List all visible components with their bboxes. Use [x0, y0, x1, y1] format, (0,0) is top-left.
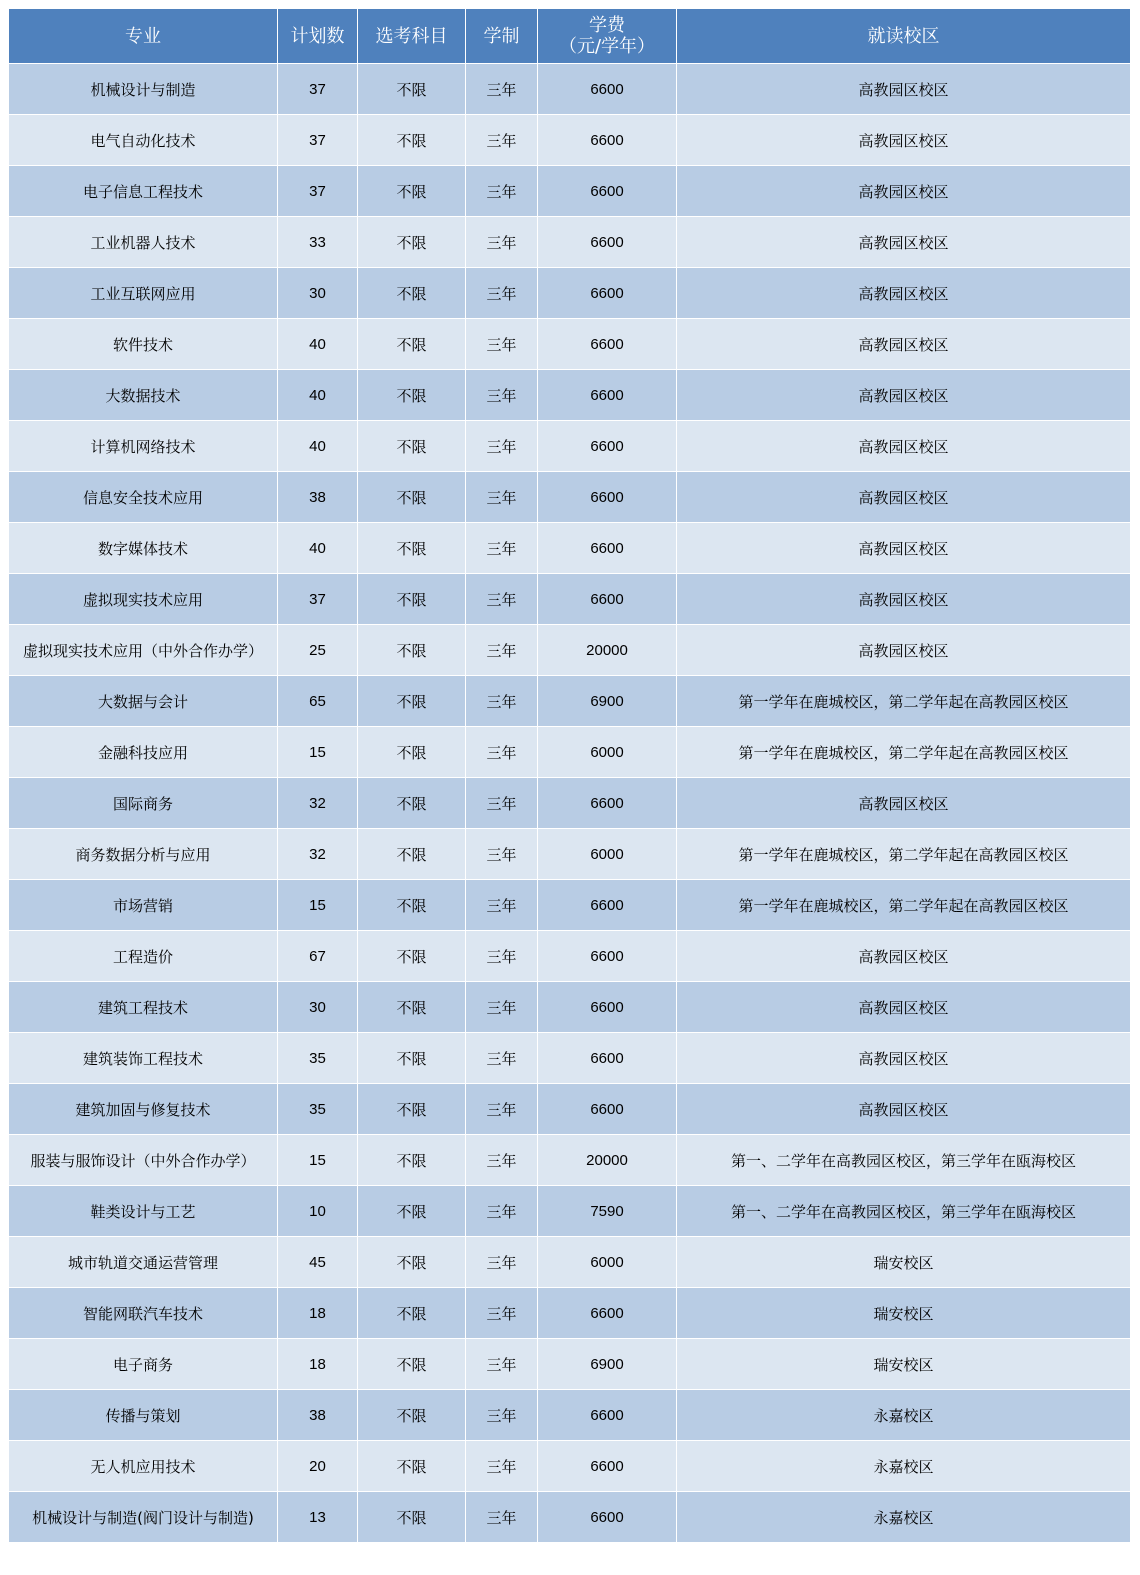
cell-campus: 高教园区校区 [677, 523, 1131, 574]
cell-duration: 三年 [466, 1033, 538, 1084]
cell-plan-count: 37 [278, 166, 358, 217]
cell-major: 金融科技应用 [9, 727, 278, 778]
header-tuition-line2: （元/学年） [558, 36, 656, 57]
cell-duration: 三年 [466, 319, 538, 370]
cell-duration: 三年 [466, 676, 538, 727]
cell-tuition: 6000 [538, 727, 677, 778]
cell-elective-subjects: 不限 [358, 115, 466, 166]
cell-duration: 三年 [466, 982, 538, 1033]
cell-plan-count: 35 [278, 1084, 358, 1135]
cell-plan-count: 13 [278, 1492, 358, 1543]
cell-tuition: 6600 [538, 421, 677, 472]
cell-major: 大数据与会计 [9, 676, 278, 727]
cell-campus: 高教园区校区 [677, 1084, 1131, 1135]
cell-plan-count: 38 [278, 472, 358, 523]
table-row [9, 1186, 1131, 1237]
cell-duration: 三年 [466, 778, 538, 829]
table-row [9, 217, 1131, 268]
cell-major: 计算机网络技术 [9, 421, 278, 472]
cell-duration: 三年 [466, 1237, 538, 1288]
table-row [9, 829, 1131, 880]
cell-tuition: 20000 [538, 1135, 677, 1186]
header-campus: 就读校区 [677, 9, 1131, 64]
table-row [9, 880, 1131, 931]
header-elective-subjects: 选考科目 [358, 9, 466, 64]
cell-major: 城市轨道交通运营管理 [9, 1237, 278, 1288]
cell-duration: 三年 [466, 931, 538, 982]
header-duration: 学制 [466, 9, 538, 64]
table-row [9, 370, 1131, 421]
table-row [9, 574, 1131, 625]
cell-duration: 三年 [466, 268, 538, 319]
cell-duration: 三年 [466, 829, 538, 880]
cell-duration: 三年 [466, 1339, 538, 1390]
cell-elective-subjects: 不限 [358, 1390, 466, 1441]
cell-elective-subjects: 不限 [358, 472, 466, 523]
table-header [9, 9, 1131, 64]
cell-campus: 高教园区校区 [677, 166, 1131, 217]
cell-plan-count: 18 [278, 1288, 358, 1339]
cell-campus: 高教园区校区 [677, 319, 1131, 370]
cell-tuition: 6600 [538, 1288, 677, 1339]
cell-duration: 三年 [466, 574, 538, 625]
table-row [9, 676, 1131, 727]
cell-major: 工业互联网应用 [9, 268, 278, 319]
cell-campus: 高教园区校区 [677, 472, 1131, 523]
cell-elective-subjects: 不限 [358, 1033, 466, 1084]
enrollment-plan-table-container [8, 8, 1130, 1543]
cell-tuition: 20000 [538, 625, 677, 676]
cell-tuition: 6900 [538, 1339, 677, 1390]
table-row [9, 1288, 1131, 1339]
cell-major: 信息安全技术应用 [9, 472, 278, 523]
cell-campus: 高教园区校区 [677, 1033, 1131, 1084]
cell-plan-count: 45 [278, 1237, 358, 1288]
cell-tuition: 6600 [538, 115, 677, 166]
cell-elective-subjects: 不限 [358, 727, 466, 778]
header-tuition [538, 9, 677, 64]
table-row [9, 1084, 1131, 1135]
cell-elective-subjects: 不限 [358, 880, 466, 931]
table-row [9, 625, 1131, 676]
cell-duration: 三年 [466, 1441, 538, 1492]
table-row [9, 268, 1131, 319]
table-row [9, 319, 1131, 370]
cell-tuition: 6600 [538, 319, 677, 370]
cell-plan-count: 67 [278, 931, 358, 982]
cell-campus: 第一学年在鹿城校区，第二学年起在高教园区校区 [677, 676, 1131, 727]
cell-elective-subjects: 不限 [358, 1339, 466, 1390]
cell-major: 市场营销 [9, 880, 278, 931]
cell-elective-subjects: 不限 [358, 1186, 466, 1237]
cell-elective-subjects: 不限 [358, 829, 466, 880]
cell-duration: 三年 [466, 1492, 538, 1543]
table-row [9, 1339, 1131, 1390]
cell-elective-subjects: 不限 [358, 1237, 466, 1288]
cell-elective-subjects: 不限 [358, 574, 466, 625]
cell-duration: 三年 [466, 64, 538, 115]
cell-tuition: 6600 [538, 1492, 677, 1543]
cell-elective-subjects: 不限 [358, 1492, 466, 1543]
table-row [9, 1492, 1131, 1543]
cell-tuition: 6600 [538, 574, 677, 625]
cell-major: 国际商务 [9, 778, 278, 829]
table-row [9, 982, 1131, 1033]
cell-campus: 瑞安校区 [677, 1288, 1131, 1339]
cell-elective-subjects: 不限 [358, 268, 466, 319]
table-row [9, 421, 1131, 472]
cell-major: 机械设计与制造(阀门设计与制造) [9, 1492, 278, 1543]
cell-plan-count: 40 [278, 523, 358, 574]
cell-tuition: 6600 [538, 982, 677, 1033]
cell-campus: 高教园区校区 [677, 778, 1131, 829]
cell-tuition: 6600 [538, 931, 677, 982]
cell-campus: 第一学年在鹿城校区，第二学年起在高教园区校区 [677, 880, 1131, 931]
table-body [9, 64, 1131, 1543]
cell-plan-count: 18 [278, 1339, 358, 1390]
cell-tuition: 6000 [538, 829, 677, 880]
cell-plan-count: 15 [278, 880, 358, 931]
cell-major: 建筑加固与修复技术 [9, 1084, 278, 1135]
cell-tuition: 6600 [538, 1441, 677, 1492]
cell-major: 大数据技术 [9, 370, 278, 421]
cell-tuition: 6600 [538, 523, 677, 574]
cell-campus: 第一、二学年在高教园区校区，第三学年在瓯海校区 [677, 1135, 1131, 1186]
cell-elective-subjects: 不限 [358, 1084, 466, 1135]
header-row [9, 9, 1131, 64]
cell-plan-count: 32 [278, 829, 358, 880]
cell-elective-subjects: 不限 [358, 523, 466, 574]
cell-duration: 三年 [466, 421, 538, 472]
cell-elective-subjects: 不限 [358, 931, 466, 982]
cell-tuition: 6600 [538, 217, 677, 268]
cell-major: 智能网联汽车技术 [9, 1288, 278, 1339]
cell-major: 电气自动化技术 [9, 115, 278, 166]
cell-major: 虚拟现实技术应用 [9, 574, 278, 625]
cell-major: 工业机器人技术 [9, 217, 278, 268]
table-row [9, 778, 1131, 829]
cell-major: 无人机应用技术 [9, 1441, 278, 1492]
cell-major: 电子信息工程技术 [9, 166, 278, 217]
cell-tuition: 6600 [538, 1033, 677, 1084]
table-row [9, 1390, 1131, 1441]
header-major: 专业 [9, 9, 278, 64]
header-plan-count: 计划数 [278, 9, 358, 64]
cell-plan-count: 15 [278, 1135, 358, 1186]
cell-elective-subjects: 不限 [358, 217, 466, 268]
cell-elective-subjects: 不限 [358, 982, 466, 1033]
cell-tuition: 6600 [538, 472, 677, 523]
cell-plan-count: 40 [278, 319, 358, 370]
table-row [9, 523, 1131, 574]
cell-elective-subjects: 不限 [358, 1441, 466, 1492]
cell-duration: 三年 [466, 1084, 538, 1135]
cell-plan-count: 30 [278, 268, 358, 319]
table-row [9, 1441, 1131, 1492]
cell-duration: 三年 [466, 370, 538, 421]
cell-major: 电子商务 [9, 1339, 278, 1390]
cell-tuition: 6600 [538, 64, 677, 115]
cell-plan-count: 20 [278, 1441, 358, 1492]
enrollment-plan-table [8, 8, 1131, 1543]
cell-campus: 瑞安校区 [677, 1237, 1131, 1288]
table-row [9, 472, 1131, 523]
cell-plan-count: 37 [278, 574, 358, 625]
cell-duration: 三年 [466, 523, 538, 574]
cell-elective-subjects: 不限 [358, 319, 466, 370]
header-tuition-line1: 学费 [589, 15, 625, 36]
cell-campus: 第一、二学年在高教园区校区，第三学年在瓯海校区 [677, 1186, 1131, 1237]
cell-major: 数字媒体技术 [9, 523, 278, 574]
cell-plan-count: 30 [278, 982, 358, 1033]
cell-elective-subjects: 不限 [358, 64, 466, 115]
table-row [9, 166, 1131, 217]
cell-plan-count: 25 [278, 625, 358, 676]
cell-duration: 三年 [466, 625, 538, 676]
cell-campus: 高教园区校区 [677, 421, 1131, 472]
cell-plan-count: 40 [278, 421, 358, 472]
cell-campus: 高教园区校区 [677, 268, 1131, 319]
cell-campus: 高教园区校区 [677, 574, 1131, 625]
cell-elective-subjects: 不限 [358, 778, 466, 829]
table-row [9, 115, 1131, 166]
cell-tuition: 6600 [538, 370, 677, 421]
cell-duration: 三年 [466, 115, 538, 166]
cell-tuition: 7590 [538, 1186, 677, 1237]
cell-campus: 高教园区校区 [677, 64, 1131, 115]
cell-campus: 高教园区校区 [677, 370, 1131, 421]
table-row [9, 1033, 1131, 1084]
table-row [9, 931, 1131, 982]
table-row [9, 1237, 1131, 1288]
cell-plan-count: 37 [278, 64, 358, 115]
cell-tuition: 6600 [538, 166, 677, 217]
cell-tuition: 6600 [538, 1390, 677, 1441]
cell-plan-count: 10 [278, 1186, 358, 1237]
cell-campus: 永嘉校区 [677, 1441, 1131, 1492]
cell-duration: 三年 [466, 1135, 538, 1186]
cell-tuition: 6600 [538, 880, 677, 931]
cell-duration: 三年 [466, 1186, 538, 1237]
cell-campus: 第一学年在鹿城校区，第二学年起在高教园区校区 [677, 829, 1131, 880]
cell-plan-count: 33 [278, 217, 358, 268]
cell-tuition: 6600 [538, 778, 677, 829]
cell-plan-count: 40 [278, 370, 358, 421]
cell-tuition: 6000 [538, 1237, 677, 1288]
cell-major: 建筑工程技术 [9, 982, 278, 1033]
cell-campus: 高教园区校区 [677, 982, 1131, 1033]
cell-plan-count: 32 [278, 778, 358, 829]
cell-major: 虚拟现实技术应用（中外合作办学） [9, 625, 278, 676]
cell-plan-count: 15 [278, 727, 358, 778]
cell-elective-subjects: 不限 [358, 676, 466, 727]
cell-plan-count: 37 [278, 115, 358, 166]
cell-campus: 第一学年在鹿城校区，第二学年起在高教园区校区 [677, 727, 1131, 778]
cell-plan-count: 35 [278, 1033, 358, 1084]
cell-campus: 高教园区校区 [677, 931, 1131, 982]
cell-elective-subjects: 不限 [358, 625, 466, 676]
cell-campus: 永嘉校区 [677, 1492, 1131, 1543]
cell-major: 工程造价 [9, 931, 278, 982]
cell-duration: 三年 [466, 1390, 538, 1441]
cell-elective-subjects: 不限 [358, 370, 466, 421]
cell-elective-subjects: 不限 [358, 421, 466, 472]
cell-campus: 高教园区校区 [677, 625, 1131, 676]
cell-major: 传播与策划 [9, 1390, 278, 1441]
table-row [9, 1135, 1131, 1186]
cell-elective-subjects: 不限 [358, 1135, 466, 1186]
table-row [9, 64, 1131, 115]
cell-duration: 三年 [466, 727, 538, 778]
cell-plan-count: 65 [278, 676, 358, 727]
cell-major: 商务数据分析与应用 [9, 829, 278, 880]
cell-campus: 瑞安校区 [677, 1339, 1131, 1390]
cell-major: 机械设计与制造 [9, 64, 278, 115]
cell-duration: 三年 [466, 166, 538, 217]
cell-major: 建筑装饰工程技术 [9, 1033, 278, 1084]
cell-campus: 永嘉校区 [677, 1390, 1131, 1441]
cell-major: 服装与服饰设计（中外合作办学） [9, 1135, 278, 1186]
cell-duration: 三年 [466, 217, 538, 268]
cell-major: 软件技术 [9, 319, 278, 370]
cell-elective-subjects: 不限 [358, 1288, 466, 1339]
cell-campus: 高教园区校区 [677, 217, 1131, 268]
cell-tuition: 6600 [538, 1084, 677, 1135]
table-row [9, 727, 1131, 778]
cell-elective-subjects: 不限 [358, 166, 466, 217]
cell-tuition: 6600 [538, 268, 677, 319]
cell-plan-count: 38 [278, 1390, 358, 1441]
cell-campus: 高教园区校区 [677, 115, 1131, 166]
cell-duration: 三年 [466, 880, 538, 931]
cell-major: 鞋类设计与工艺 [9, 1186, 278, 1237]
cell-tuition: 6900 [538, 676, 677, 727]
cell-duration: 三年 [466, 1288, 538, 1339]
cell-duration: 三年 [466, 472, 538, 523]
